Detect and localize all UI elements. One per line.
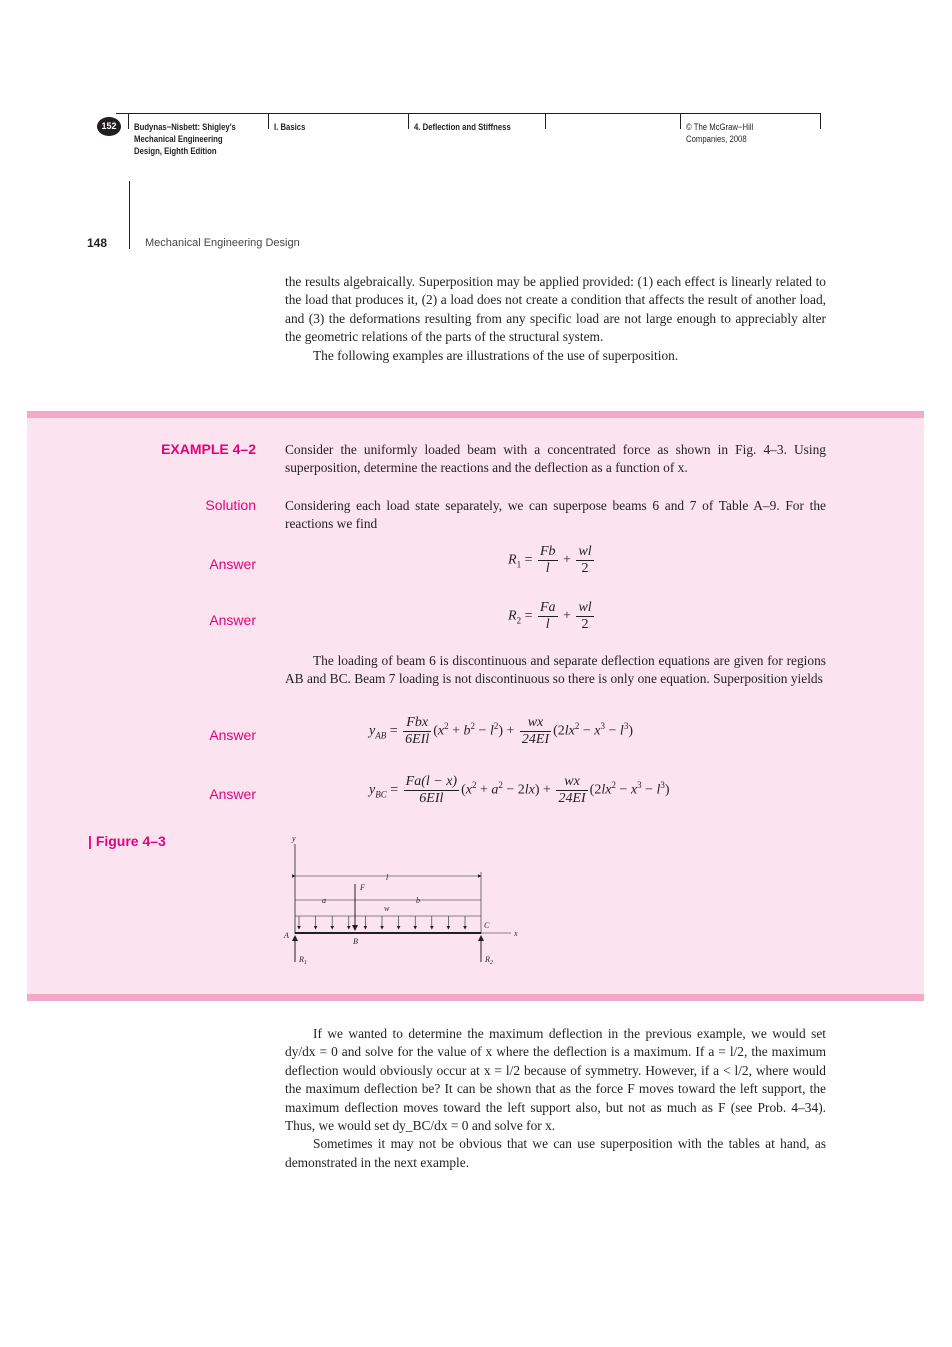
numerator: wx — [520, 715, 551, 732]
copyright-line-2: Companies, 2008 — [686, 134, 747, 144]
denominator: l — [545, 617, 550, 632]
figure-label: | Figure 4–3 — [88, 833, 166, 849]
equation-yab: $y_{AB}$ = $\frac{\text{Fbx}}{\text{6EIl}}$ $(x^2 + b^2 - l^2)$ + $\frac{wx}{24EI}$ $(2lx^2 - x^3 - l^3)$ — [369, 715, 633, 747]
eq-lhs: y — [369, 782, 376, 798]
header-chapter: 4. Deflection and Stiffness — [414, 122, 511, 132]
fraction — [520, 715, 551, 748]
intro-paragraph-1: the results algebraically. Superposition may be applied provided: (1) each effect is linearly related to the load that produces it, (2) a load does not create a condition that affects the result of another load, and (3) the deformations resulting from any specific load are not large enough to appreciably alter the geometric relations of the parts of the structural system. — [285, 274, 826, 345]
denominator: 2 — [581, 561, 589, 576]
header-divider — [128, 113, 129, 129]
equation-r2: $R_2$ = $\frac{Fa}{l}$ + $\frac{wl}{2}$ — [508, 600, 592, 632]
book-line-2: Mechanical Engineering — [134, 134, 223, 144]
equation-ybc: $y_{BC}$ = $\frac{Fa(l - x)}{\text{6EIl}}$ $(x^2 + a^2 - 2lx)$ + $\frac{wx}{24EI}$ $(2lx^2 - x^3 - l^3)$ — [369, 774, 670, 806]
header-divider — [820, 113, 821, 129]
solution-text: Considering each load state separately, we can superpose beams 6 and 7 of Table A–9. For the reactions we find — [285, 498, 826, 532]
intro-paragraph-2: The following examples are illustrations of the use of superposition. — [313, 347, 679, 363]
answer-label: Answer — [209, 786, 256, 802]
reaction-r2-label: $R_2$ — [485, 955, 493, 966]
header-divider — [545, 113, 546, 129]
dim-a-label: a — [322, 896, 326, 905]
closing-paragraph-1: If we wanted to determine the maximum deflection in the previous example, we would set dy/dx = 0 and solve for the value of x where the deflection is a maximum. If a = l/2, the maximum deflection would obviously occur at x = l/2 because of symmetry. However, if a < l/2, where would the maximum deflection be? It can be shown that as the force F moves toward the left support, the maximum deflection moves toward the left support also, but not as much as F (see Prob. 4–34). Thus, we would set dy_BC/dx = 0 and solve for x. — [285, 1026, 826, 1134]
loading-text — [285, 652, 826, 689]
answer-label: Answer — [209, 612, 256, 628]
numerator: Fa — [539, 600, 556, 615]
book-line-3: Design, Eighth Edition — [134, 146, 217, 156]
numerator: wx — [556, 774, 587, 791]
eq-lhs: R — [508, 608, 517, 624]
eq-subscript: BC — [375, 789, 387, 800]
eq-subscript: 2 — [516, 615, 522, 626]
eq-lhs: y — [369, 723, 376, 739]
loading-paragraph: The loading of beam 6 is discontinuous and separate deflection equations are given for regions AB and BC. Beam 7 loading is not discontinuous so there is only one equation. Superposition yields — [285, 653, 826, 687]
header-divider — [268, 113, 269, 129]
closing-paragraph-2: Sometimes it may not be obvious that we can use superposition with the tables at hand, as demonstrated in the next example. — [285, 1136, 826, 1170]
copyright-line-1: © The McGraw−Hill — [686, 122, 754, 132]
eq-subscript: AB — [375, 730, 387, 741]
running-header — [116, 113, 821, 156]
intro-text — [285, 273, 826, 365]
denominator: 24EI — [521, 732, 550, 747]
example-statement: Consider the uniformly loaded beam with a concentrated force as shown in Fig. 4–3. Using superposition, determine the reactions and the deflection as a function of x. — [285, 442, 826, 476]
force-label: F — [360, 883, 365, 892]
fraction — [538, 600, 558, 633]
numerator: wl — [578, 544, 592, 559]
fraction — [538, 544, 558, 577]
denominator: 24EI — [558, 791, 586, 806]
beam-diagram — [276, 832, 536, 972]
fraction — [404, 774, 459, 807]
folio-rule — [129, 181, 130, 249]
fraction — [403, 715, 431, 748]
numerator: Fbx — [403, 715, 431, 732]
point-c-label: C — [484, 921, 490, 930]
header-part: I. Basics — [274, 122, 306, 132]
dim-b-label: b — [416, 896, 420, 905]
header-copyright — [686, 121, 753, 145]
page-number: 148 — [87, 236, 108, 250]
numerator: Fb — [539, 544, 556, 559]
numerator: wl — [578, 600, 592, 615]
header-divider — [408, 113, 409, 129]
answer-label: Answer — [209, 556, 256, 572]
eq-lhs: R — [508, 552, 517, 568]
y-axis-label: y — [292, 834, 296, 843]
numerator: Fa(l − x) — [405, 774, 458, 789]
denominator: l — [545, 561, 550, 576]
load-label: w — [384, 904, 390, 913]
span-label: l — [386, 873, 389, 882]
reaction-r1-label: $R_1$ — [299, 955, 307, 966]
fraction — [576, 600, 593, 633]
denominator: 6EIl — [405, 732, 430, 747]
solution-label: Solution — [205, 497, 256, 513]
distributed-load-arrows — [299, 916, 465, 929]
header-divider — [680, 113, 681, 129]
closing-text — [285, 1025, 826, 1172]
x-axis-label: x — [514, 929, 518, 938]
eq-subscript: 1 — [516, 559, 522, 570]
book-line-1: Budynas−Nisbett: Shigley's — [134, 122, 236, 132]
answer-label: Answer — [209, 727, 256, 743]
fraction — [576, 544, 593, 577]
point-a-label: A — [284, 931, 289, 940]
denominator: 2 — [581, 617, 589, 632]
figure-label-text: Figure 4–3 — [95, 833, 166, 849]
header-rule — [116, 113, 821, 114]
denominator: 6EIl — [419, 791, 444, 806]
header-book-title — [134, 121, 236, 157]
equation-r1: $R_1$ = $\frac{Fb}{l}$ + $\frac{wl}{2}$ — [508, 544, 592, 576]
fraction — [556, 774, 587, 807]
point-b-label: B — [353, 937, 358, 946]
running-head: Mechanical Engineering Design — [145, 237, 300, 249]
example-label: EXAMPLE 4–2 — [161, 441, 256, 457]
page-badge: 152 — [97, 117, 121, 136]
